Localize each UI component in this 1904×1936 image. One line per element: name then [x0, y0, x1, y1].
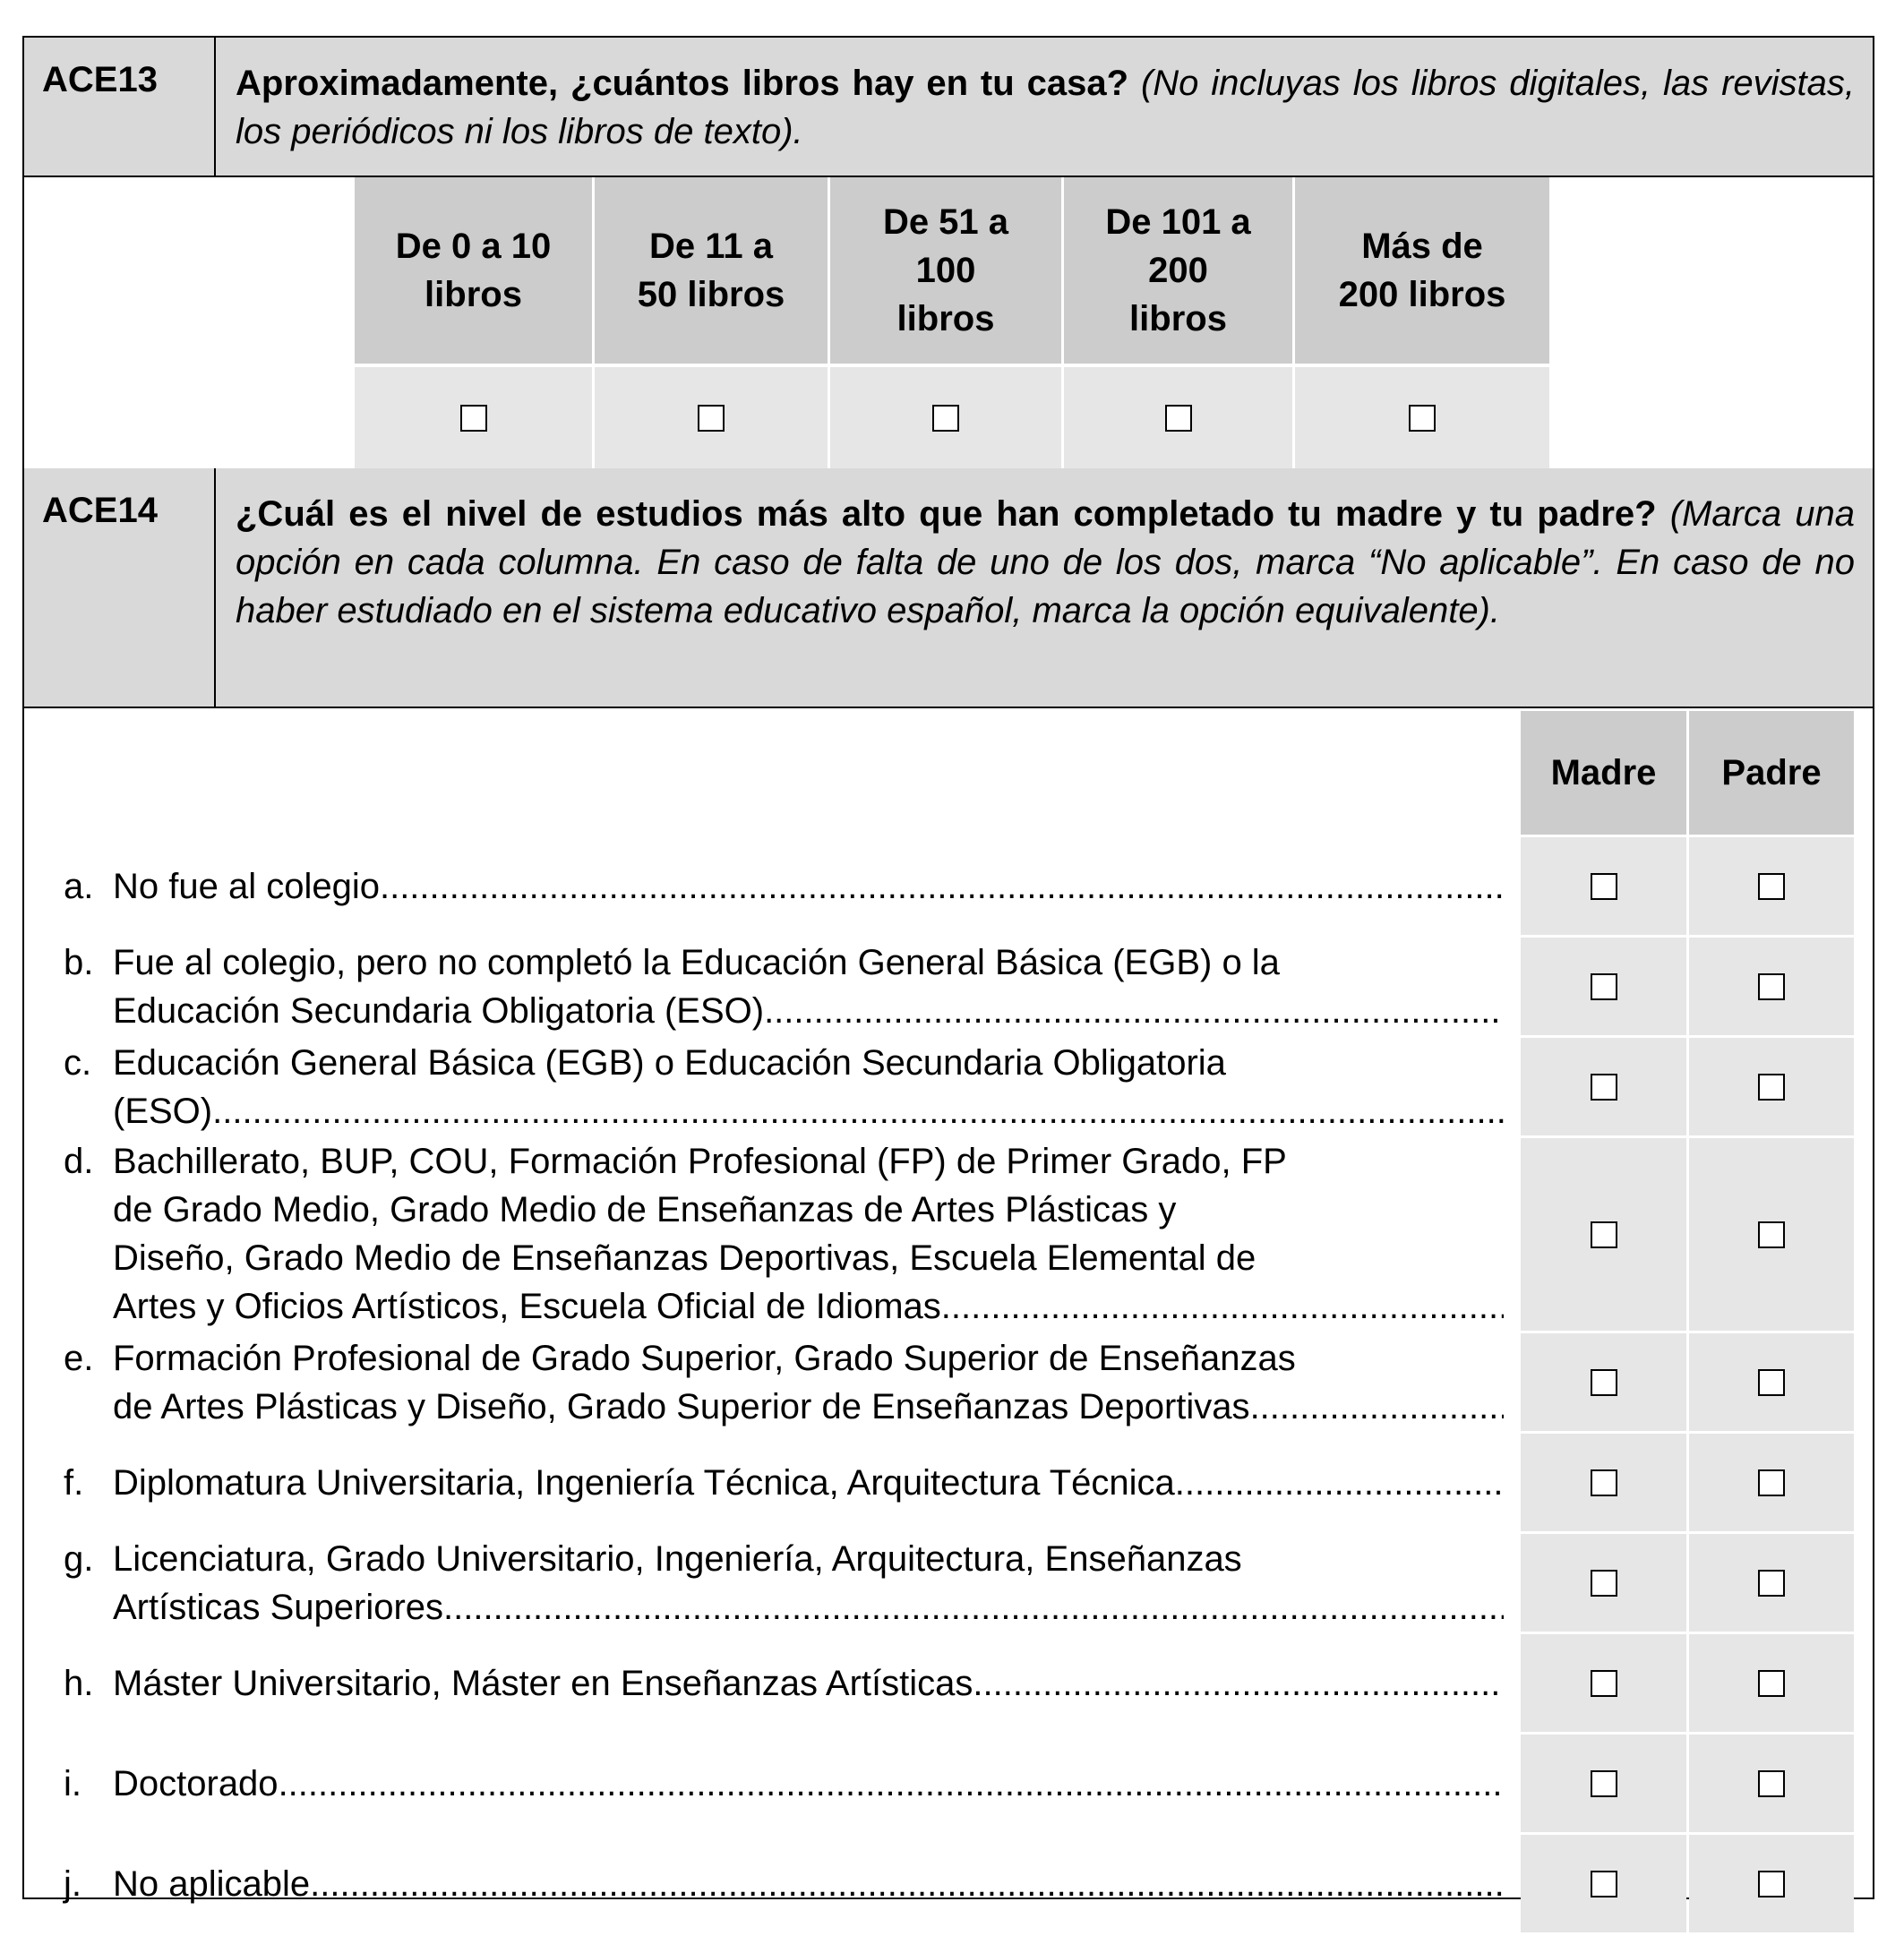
books-option-header: De 101 a 200 libros	[1064, 177, 1292, 364]
row-letter: e.	[64, 1339, 94, 1378]
checkbox-padre[interactable]	[1758, 1570, 1785, 1597]
books-option-4	[1295, 177, 1552, 468]
row-text: Educación Secundaria Obligatoria (ESO)	[113, 991, 765, 1031]
table-row	[24, 1331, 1873, 1431]
table-row	[24, 1732, 1873, 1832]
row-text: Formación Profesional de Grado Superior, Grado Superior de Enseñanzas	[113, 1339, 1296, 1378]
checkbox-padre[interactable]	[1758, 1670, 1785, 1697]
leader-dots	[1175, 1459, 1504, 1507]
answer-cell-padre	[1689, 1038, 1854, 1135]
books-option-header: De 51 a 100 libros	[830, 177, 1061, 364]
row-text: No fue al colegio	[113, 867, 380, 906]
answer-cell-madre	[1521, 1038, 1686, 1135]
question-text	[236, 490, 1855, 635]
answer-cell-padre	[1689, 1735, 1854, 1832]
checkbox[interactable]	[460, 405, 487, 432]
checkbox-madre[interactable]	[1591, 1074, 1617, 1101]
leader-dots	[279, 1760, 1504, 1808]
table-row	[24, 1135, 1873, 1331]
books-options-table	[355, 177, 1571, 468]
leader-dots	[1250, 1383, 1504, 1431]
answer-cell-madre	[1521, 1835, 1686, 1932]
row-letter: i.	[64, 1764, 81, 1803]
question-instruction: (Marca una opción en cada columna. En caso de falta de uno de los dos, marca “No aplicable”. En caso de no haber estudiado en el sistema educativo español, marca la opción equivalente).	[236, 494, 1855, 630]
row-text: Doctorado	[113, 1764, 279, 1803]
leader-dots	[310, 1860, 1504, 1908]
row-description	[113, 862, 1504, 911]
answer-cell-madre	[1521, 1138, 1686, 1331]
row-description	[113, 1459, 1504, 1507]
row-letter: g.	[64, 1539, 94, 1579]
books-option-header: De 11 a 50 libros	[595, 177, 828, 364]
checkbox-madre[interactable]	[1591, 1469, 1617, 1496]
row-letter: f.	[64, 1463, 84, 1503]
row-description	[113, 1039, 1504, 1135]
answer-cell-padre	[1689, 1333, 1854, 1431]
row-text: Artísticas Superiores	[113, 1588, 444, 1627]
checkbox-padre[interactable]	[1758, 1369, 1785, 1396]
row-text: de Grado Medio, Grado Medio de Enseñanzas de Artes Plásticas y	[113, 1190, 1177, 1229]
leader-dots	[212, 1087, 1504, 1135]
books-option-header: De 0 a 10 libros	[355, 177, 592, 364]
question-text	[236, 59, 1855, 156]
answer-cell-padre	[1689, 1138, 1854, 1331]
answer-cell-madre	[1521, 1735, 1686, 1832]
column-header-madre: Madre	[1521, 711, 1686, 835]
row-text: Licenciatura, Grado Universitario, Ingeniería, Arquitectura, Enseñanzas	[113, 1539, 1242, 1579]
answer-cell-padre	[1689, 1634, 1854, 1732]
checkbox-madre[interactable]	[1591, 1221, 1617, 1248]
row-letter: d.	[64, 1142, 94, 1181]
checkbox[interactable]	[932, 405, 959, 432]
row-text: Educación General Básica (EGB) o Educación Secundaria Obligatoria	[113, 1043, 1226, 1083]
question-code: ACE14	[24, 468, 216, 707]
row-description	[113, 938, 1504, 1035]
row-text: Bachillerato, BUP, COU, Formación Profesional (FP) de Primer Grado, FP	[113, 1142, 1287, 1181]
checkbox-madre[interactable]	[1591, 1369, 1617, 1396]
question-title: Aproximadamente, ¿cuántos libros hay en tu casa?	[236, 64, 1129, 103]
checkbox[interactable]	[1409, 405, 1436, 432]
row-letter: h.	[64, 1664, 94, 1703]
row-text: (ESO)	[113, 1092, 213, 1131]
row-description	[113, 1535, 1504, 1632]
question-header-ace13	[24, 38, 1873, 177]
answer-cell-padre	[1689, 1534, 1854, 1632]
checkbox-madre[interactable]	[1591, 1670, 1617, 1697]
row-description	[113, 1137, 1504, 1331]
row-letter: a.	[64, 867, 94, 906]
checkbox-madre[interactable]	[1591, 1570, 1617, 1597]
table-row	[24, 1035, 1873, 1135]
answer-cell-padre	[1689, 1434, 1854, 1531]
row-description	[113, 1760, 1504, 1808]
question-code: ACE13	[24, 38, 216, 176]
row-text: Artes y Oficios Artísticos, Escuela Oficial de Idiomas	[113, 1287, 941, 1326]
books-option-header: Más de 200 libros	[1295, 177, 1549, 364]
row-letter: b.	[64, 943, 94, 982]
checkbox-padre[interactable]	[1758, 1074, 1785, 1101]
answer-cell-madre	[1521, 1534, 1686, 1632]
table-row	[24, 1632, 1873, 1732]
checkbox[interactable]	[1165, 405, 1192, 432]
leader-dots	[380, 862, 1504, 911]
table-row	[24, 1531, 1873, 1632]
row-text: Diseño, Grado Medio de Enseñanzas Deportivas, Escuela Elemental de	[113, 1238, 1256, 1278]
table-row	[24, 835, 1873, 935]
answer-cell-madre	[1521, 1634, 1686, 1732]
checkbox-padre[interactable]	[1758, 1770, 1785, 1797]
question-title: ¿Cuál es el nivel de estudios más alto que han completado tu madre y tu padre?	[236, 494, 1657, 534]
answer-cell-madre	[1521, 938, 1686, 1035]
row-description	[113, 1659, 1504, 1708]
question-header-ace14	[24, 468, 1873, 708]
row-description	[113, 1334, 1504, 1431]
books-option-3	[1064, 177, 1295, 468]
books-option-0	[355, 177, 595, 468]
questionnaire-form	[22, 36, 1874, 1904]
checkbox[interactable]	[698, 405, 725, 432]
checkbox-padre[interactable]	[1758, 1469, 1785, 1496]
checkbox-padre[interactable]	[1758, 973, 1785, 1000]
answer-cell-padre	[1689, 938, 1854, 1035]
leader-dots	[443, 1583, 1504, 1632]
row-text: Máster Universitario, Máster en Enseñanzas Artísticas	[113, 1664, 973, 1703]
row-text: Fue al colegio, pero no completó la Educación General Básica (EGB) o la	[113, 943, 1280, 982]
answer-cell-madre	[1521, 1434, 1686, 1531]
checkbox-padre[interactable]	[1758, 1221, 1785, 1248]
table-row	[24, 935, 1873, 1035]
row-letter: c.	[64, 1043, 92, 1083]
table-row	[24, 1431, 1873, 1531]
books-option-1	[595, 177, 830, 468]
answer-cell-padre	[1689, 1835, 1854, 1932]
books-option-2	[830, 177, 1064, 468]
table-row	[24, 1832, 1873, 1932]
row-text: Diplomatura Universitaria, Ingeniería Técnica, Arquitectura Técnica	[113, 1463, 1175, 1503]
leader-dots	[973, 1659, 1504, 1708]
checkbox-madre[interactable]	[1591, 873, 1617, 900]
row-description	[113, 1860, 1504, 1908]
checkbox-madre[interactable]	[1591, 1871, 1617, 1897]
leader-dots	[941, 1282, 1504, 1331]
row-text: de Artes Plásticas y Diseño, Grado Superior de Enseñanzas Deportivas	[113, 1387, 1250, 1426]
checkbox-madre[interactable]	[1591, 973, 1617, 1000]
answer-cell-madre	[1521, 1333, 1686, 1431]
checkbox-padre[interactable]	[1758, 1871, 1785, 1897]
column-header-padre: Padre	[1689, 711, 1854, 835]
answer-cell-madre	[1521, 837, 1686, 935]
checkbox-madre[interactable]	[1591, 1770, 1617, 1797]
answer-cell-padre	[1689, 837, 1854, 935]
leader-dots	[764, 987, 1504, 1035]
checkbox-padre[interactable]	[1758, 873, 1785, 900]
row-letter: j.	[64, 1864, 81, 1904]
row-text: No aplicable	[113, 1864, 311, 1904]
question-instruction: (No incluyas los libros digitales, las revistas, los periódicos ni los libros de texto).	[236, 64, 1855, 151]
